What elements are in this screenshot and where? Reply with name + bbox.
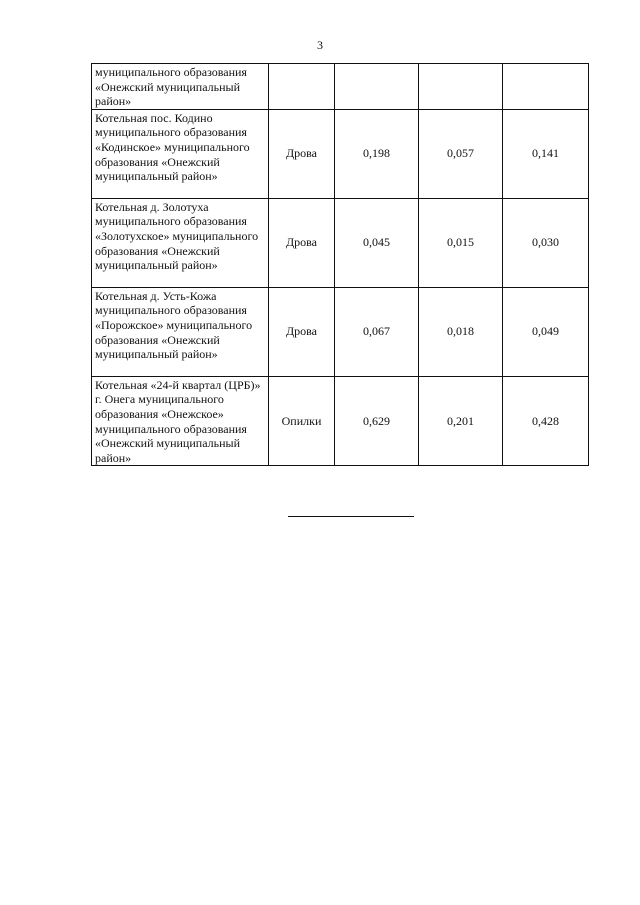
table-row xyxy=(92,198,589,287)
fuel-type-cell: Дрова xyxy=(269,198,335,287)
value-cell-3: 0,030 xyxy=(503,198,589,287)
table-row xyxy=(92,287,589,376)
value-cell-3 xyxy=(503,64,589,110)
table-row xyxy=(92,64,589,110)
boiler-name-cell: муниципального образования «Онежский муниципальный район» xyxy=(92,64,269,110)
value-cell-3: 0,141 xyxy=(503,109,589,198)
fuel-type-cell xyxy=(269,64,335,110)
boiler-name-cell: Котельная пос. Кодино муниципального образования «Кодинское» муниципального образования «Онежский муниципальный район» xyxy=(92,109,269,198)
value-cell-1 xyxy=(335,64,419,110)
fuel-type-cell: Опилки xyxy=(269,376,335,466)
value-cell-2: 0,201 xyxy=(419,376,503,466)
fuel-type-cell: Дрова xyxy=(269,287,335,376)
value-cell-2: 0,057 xyxy=(419,109,503,198)
page-number: 3 xyxy=(317,38,323,52)
fuel-consumption-table xyxy=(91,63,589,466)
value-cell-1: 0,045 xyxy=(335,198,419,287)
value-cell-1: 0,198 xyxy=(335,109,419,198)
value-cell-1: 0,629 xyxy=(335,376,419,466)
value-cell-2: 0,015 xyxy=(419,198,503,287)
boiler-name-cell: Котельная д. Золотуха муниципального образования «Золотухское» муниципального образования «Онежский муниципальный район» xyxy=(92,198,269,287)
table-row xyxy=(92,109,589,198)
value-cell-3: 0,049 xyxy=(503,287,589,376)
value-cell-2: 0,018 xyxy=(419,287,503,376)
end-of-document-line xyxy=(288,516,414,517)
value-cell-1: 0,067 xyxy=(335,287,419,376)
value-cell-3: 0,428 xyxy=(503,376,589,466)
fuel-type-cell: Дрова xyxy=(269,109,335,198)
boiler-name-cell: Котельная д. Усть-Кожа муниципального образования «Порожское» муниципального образования «Онежский муниципальный район» xyxy=(92,287,269,376)
boiler-name-cell: Котельная «24-й квартал (ЦРБ)» г. Онега муниципального образования «Онежское» муниципального образования «Онежский муниципальный район» xyxy=(92,376,269,466)
table-row xyxy=(92,376,589,466)
value-cell-2 xyxy=(419,64,503,110)
